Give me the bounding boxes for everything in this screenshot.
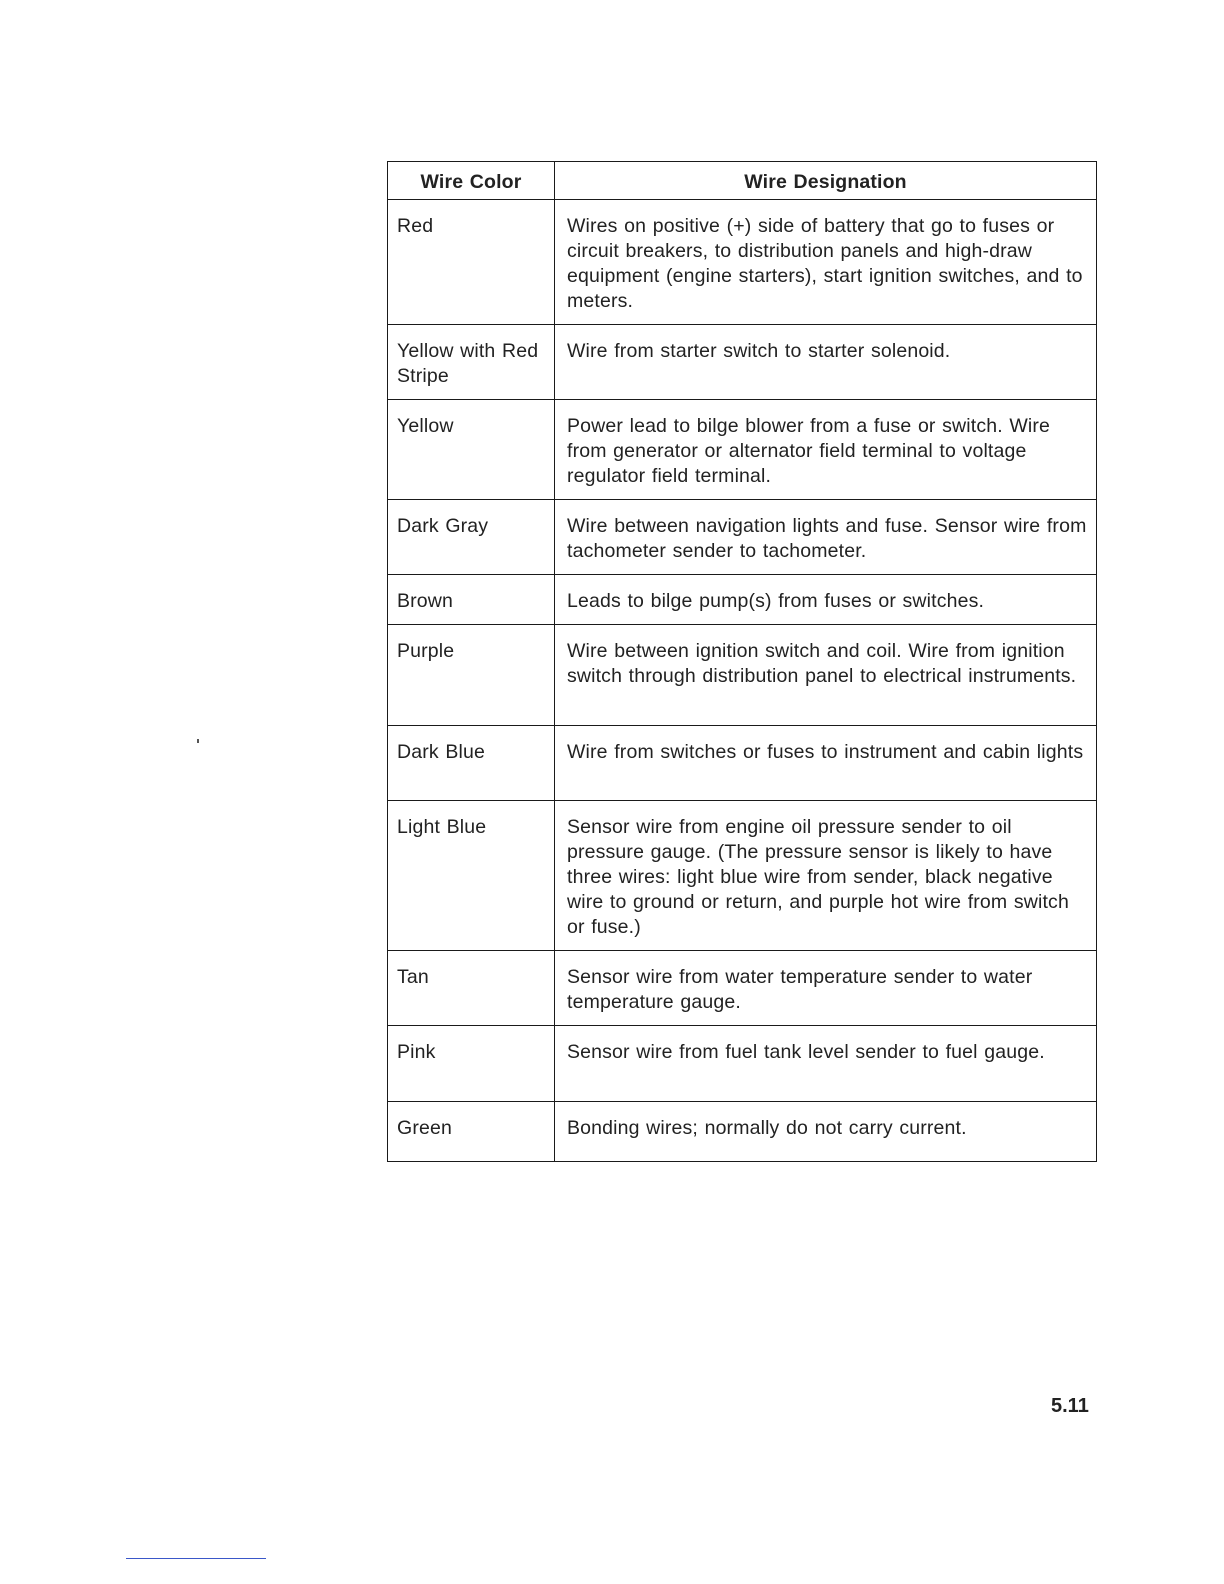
- wire-designation-cell: Wire from switches or fuses to instrument and cabin lights: [555, 726, 1097, 801]
- wire-designation-cell: Wires on positive (+) side of battery that go to fuses or circuit breakers, to distribution panels and high-draw equipment (engine starters), start ignition switches, and to meters.: [555, 200, 1097, 325]
- wire-designation-cell: Wire from starter switch to starter solenoid.: [555, 325, 1097, 400]
- table-row: [388, 200, 1097, 325]
- table-row: [388, 1102, 1097, 1162]
- wire-color-cell: Red: [388, 200, 555, 325]
- wire-color-cell: Pink: [388, 1026, 555, 1102]
- footer-rule: [126, 1558, 266, 1559]
- wire-designation-cell: Bonding wires; normally do not carry current.: [555, 1102, 1097, 1162]
- wire-color-cell: Tan: [388, 951, 555, 1026]
- wire-color-cell: Green: [388, 1102, 555, 1162]
- wire-designation-cell: Wire between navigation lights and fuse. Sensor wire from tachometer sender to tachometer.: [555, 500, 1097, 575]
- wire-color-cell: Dark Gray: [388, 500, 555, 575]
- table-header: [388, 162, 1097, 200]
- wire-designation-cell: Sensor wire from water temperature sender to water temperature gauge.: [555, 951, 1097, 1026]
- wire-color-cell: Light Blue: [388, 801, 555, 951]
- table-row: [388, 726, 1097, 801]
- wire-designation-cell: Sensor wire from engine oil pressure sender to oil pressure gauge. (The pressure sensor is likely to have three wires: light blue wire from sender, black negative wire to ground or return, and purple hot wire from switch or fuse.): [555, 801, 1097, 951]
- scan-speck: [197, 739, 199, 743]
- wire-color-cell: Dark Blue: [388, 726, 555, 801]
- table-row: [388, 801, 1097, 951]
- table-row: [388, 400, 1097, 500]
- wire-designation-cell: Wire between ignition switch and coil. Wire from ignition switch through distribution panel to electrical instruments.: [555, 625, 1097, 726]
- header-wire-color: Wire Color: [388, 162, 555, 200]
- table-row: [388, 625, 1097, 726]
- wire-color-cell: Yellow with Red Stripe: [388, 325, 555, 400]
- wire-designation-cell: Sensor wire from fuel tank level sender to fuel gauge.: [555, 1026, 1097, 1102]
- table-row: [388, 325, 1097, 400]
- wire-color-cell: Brown: [388, 575, 555, 625]
- page-number: 5.11: [1051, 1395, 1089, 1417]
- wire-designation-cell: Leads to bilge pump(s) from fuses or switches.: [555, 575, 1097, 625]
- wire-color-cell: Yellow: [388, 400, 555, 500]
- wire-designation-cell: Power lead to bilge blower from a fuse or switch. Wire from generator or alternator field terminal to voltage regulator field terminal.: [555, 400, 1097, 500]
- wire-color-table: [387, 161, 1097, 1162]
- table-row: [388, 951, 1097, 1026]
- table-row: [388, 500, 1097, 575]
- table-header-row: [388, 162, 1097, 200]
- header-wire-designation: Wire Designation: [555, 162, 1097, 200]
- table-row: [388, 575, 1097, 625]
- table-row: [388, 1026, 1097, 1102]
- wire-color-cell: Purple: [388, 625, 555, 726]
- table-body: [388, 200, 1097, 1162]
